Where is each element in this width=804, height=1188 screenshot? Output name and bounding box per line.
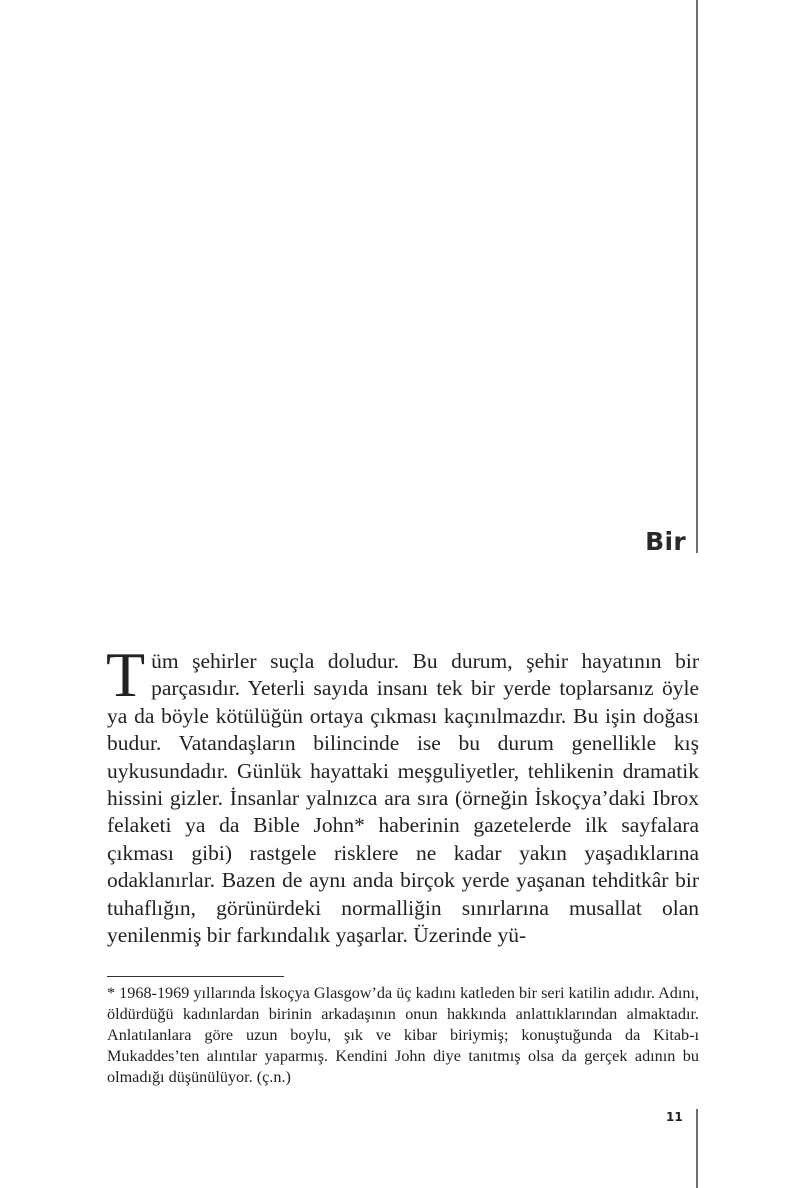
page-number: 11 bbox=[666, 1110, 683, 1124]
drop-cap: T bbox=[106, 639, 146, 710]
chapter-title: Bir bbox=[645, 527, 686, 556]
margin-rule-bottom bbox=[696, 1109, 698, 1188]
body-paragraph-text: üm şehirler suçla doludur. Bu durum, şehir hayatının bir parçasıdır. Yeterli sayıda insanı tek bir yerde toplarsanız öyle ya da böyle kötülüğün ortaya çıkması kaçınılmazdır. Bu işin doğası budur. Vatandaşların bilincinde ise bu durum genellikle kış uykusundadır. Günlük hayattaki meşguliyetler, tehlikenin dramatik hissini gizler. İnsanlar yalnızca ara sıra (örneğin İskoçya’daki Ibrox felaketi ya da Bible John* haberinin gazetelerde ilk sayfalara çıkması gibi) rastgele risklere ne kadar yakın yaşadıklarına odaklanırlar. Bazen de aynı anda birçok yerde yaşanan tehditkâr bir tuhaflığın, görünürdeki normalliğin sınırlarına musallat olan yenilenmiş bir farkındalık yaşarlar. Üzerinde yü- bbox=[107, 649, 699, 948]
footnote: * 1968-1969 yıllarında İskoçya Glasgow’da üç kadını katleden bir seri katilin adıdır. Adını, öldürdüğü kadınlardan birinin arkadaşının onun hakkında anlattıklarından almaktadır. Anlatılanlara göre uzun boylu, şık ve kibar biriymiş; konuştuğunda da Kitab-ı Mukaddes’ten alıntılar yaparmış. Kendini John diye tanıtmış olsa da gerçek adının bu olmadığı düşünülüyor. (ç.n.) bbox=[107, 984, 699, 1086]
margin-rule-top bbox=[696, 0, 698, 553]
footnote-separator bbox=[107, 976, 284, 977]
body-paragraph bbox=[106, 639, 699, 949]
